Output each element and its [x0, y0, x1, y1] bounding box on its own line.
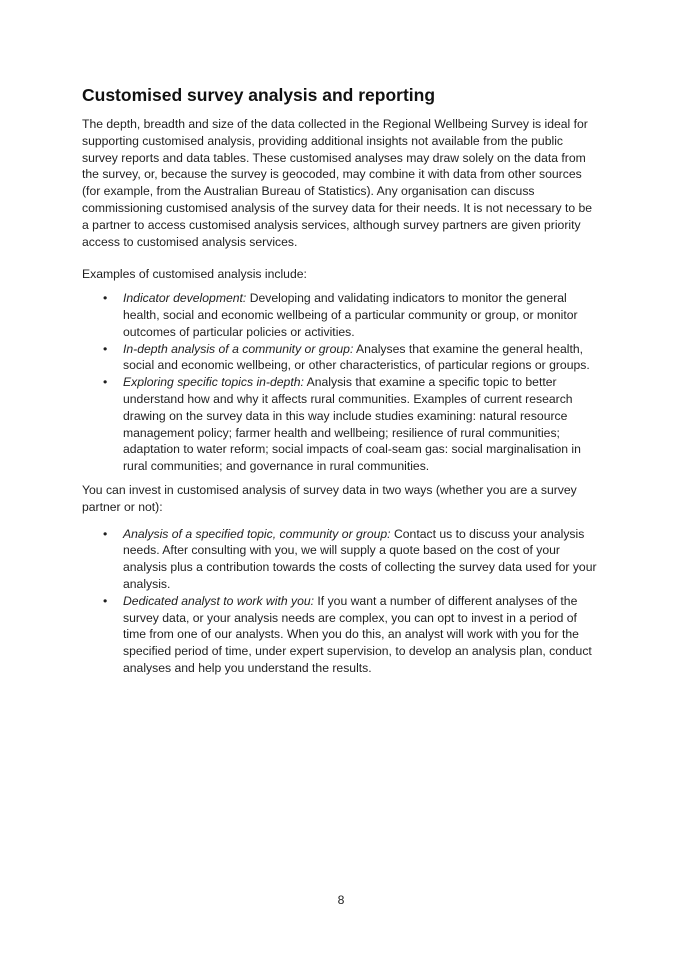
list-item-term: In-depth analysis of a community or group:: [123, 341, 354, 356]
bullet-icon: •: [103, 526, 108, 541]
invest-intro-paragraph: You can invest in customised analysis of survey data in two ways (whether you are a survey partner or not):: [82, 482, 577, 514]
list-item-term: Indicator development:: [123, 291, 247, 306]
list-item-term: Exploring specific topics in-depth:: [123, 375, 304, 390]
bullet-icon: •: [103, 375, 108, 390]
list-item-term: Analysis of a specified topic, community or group:: [123, 526, 391, 541]
list-item: [82, 593, 602, 677]
list-item-text: Developing and validating indicators to monitor the general health, social and economic wellbeing of a particular community or group, or monitor outcomes of particular policies or activities.: [123, 291, 578, 339]
list-item: [82, 290, 602, 340]
list-item-text: If you want a number of different analyses of the survey data, or your analysis needs are complex, you can opt to invest in a period of time from one of our analysts. When you do this, an analyst will work with you for the specified period of time, under expert supervision, to develop an analysis plan, conduct analyses and help you understand the results.: [123, 593, 592, 675]
page-content: [82, 84, 602, 677]
section-heading: Customised survey analysis and reporting: [82, 85, 436, 105]
bullet-icon: •: [103, 341, 108, 356]
examples-list: [82, 290, 602, 475]
list-item-term: Dedicated analyst to work with you:: [123, 593, 315, 608]
list-item-text: Analysis that examine a specific topic to better understand how and why it affects rural communities. Examples of current research drawing on the survey data in this way include studies examining: natural resource management policy; farmer health and wellbeing; resilience of rural communities; adaptation to water reform; social impacts of coal-seam gas: social marginalisation in rural communities; and governance in rural communities.: [123, 375, 581, 474]
list-item-text: Analyses that examine the general health, social and economic wellbeing, or other characteristics, of particular regions or groups.: [123, 341, 590, 373]
bullet-icon: •: [103, 291, 108, 306]
list-item: [82, 341, 602, 375]
list-item: [82, 374, 602, 475]
list-item-text: Contact us to discuss your analysis needs. After consulting with you, we will supply a quote based on the cost of your analysis plus a contribution towards the costs of collecting the survey data used for your analysis.: [123, 526, 597, 591]
invest-options-list: [82, 526, 602, 677]
list-item: [82, 526, 602, 593]
intro-paragraph: The depth, breadth and size of the data collected in the Regional Wellbeing Survey is ideal for supporting customised analysis, providing additional insights not available from the public survey reports and data tables. These customised analyses may draw solely on the data from the survey, or, because the survey is geocoded, may combine it with data from other sources (for example, from the Australian Bureau of Statistics). Any organisation can discuss commissioning customised analysis of the survey data for their needs. It is not necessary to be a partner to access customised analysis services, although survey partners are given priority access to customised analysis services.: [82, 117, 593, 249]
page-number: 8: [337, 893, 345, 907]
examples-intro-paragraph: Examples of customised analysis include:: [82, 267, 307, 282]
bullet-icon: •: [103, 593, 108, 608]
